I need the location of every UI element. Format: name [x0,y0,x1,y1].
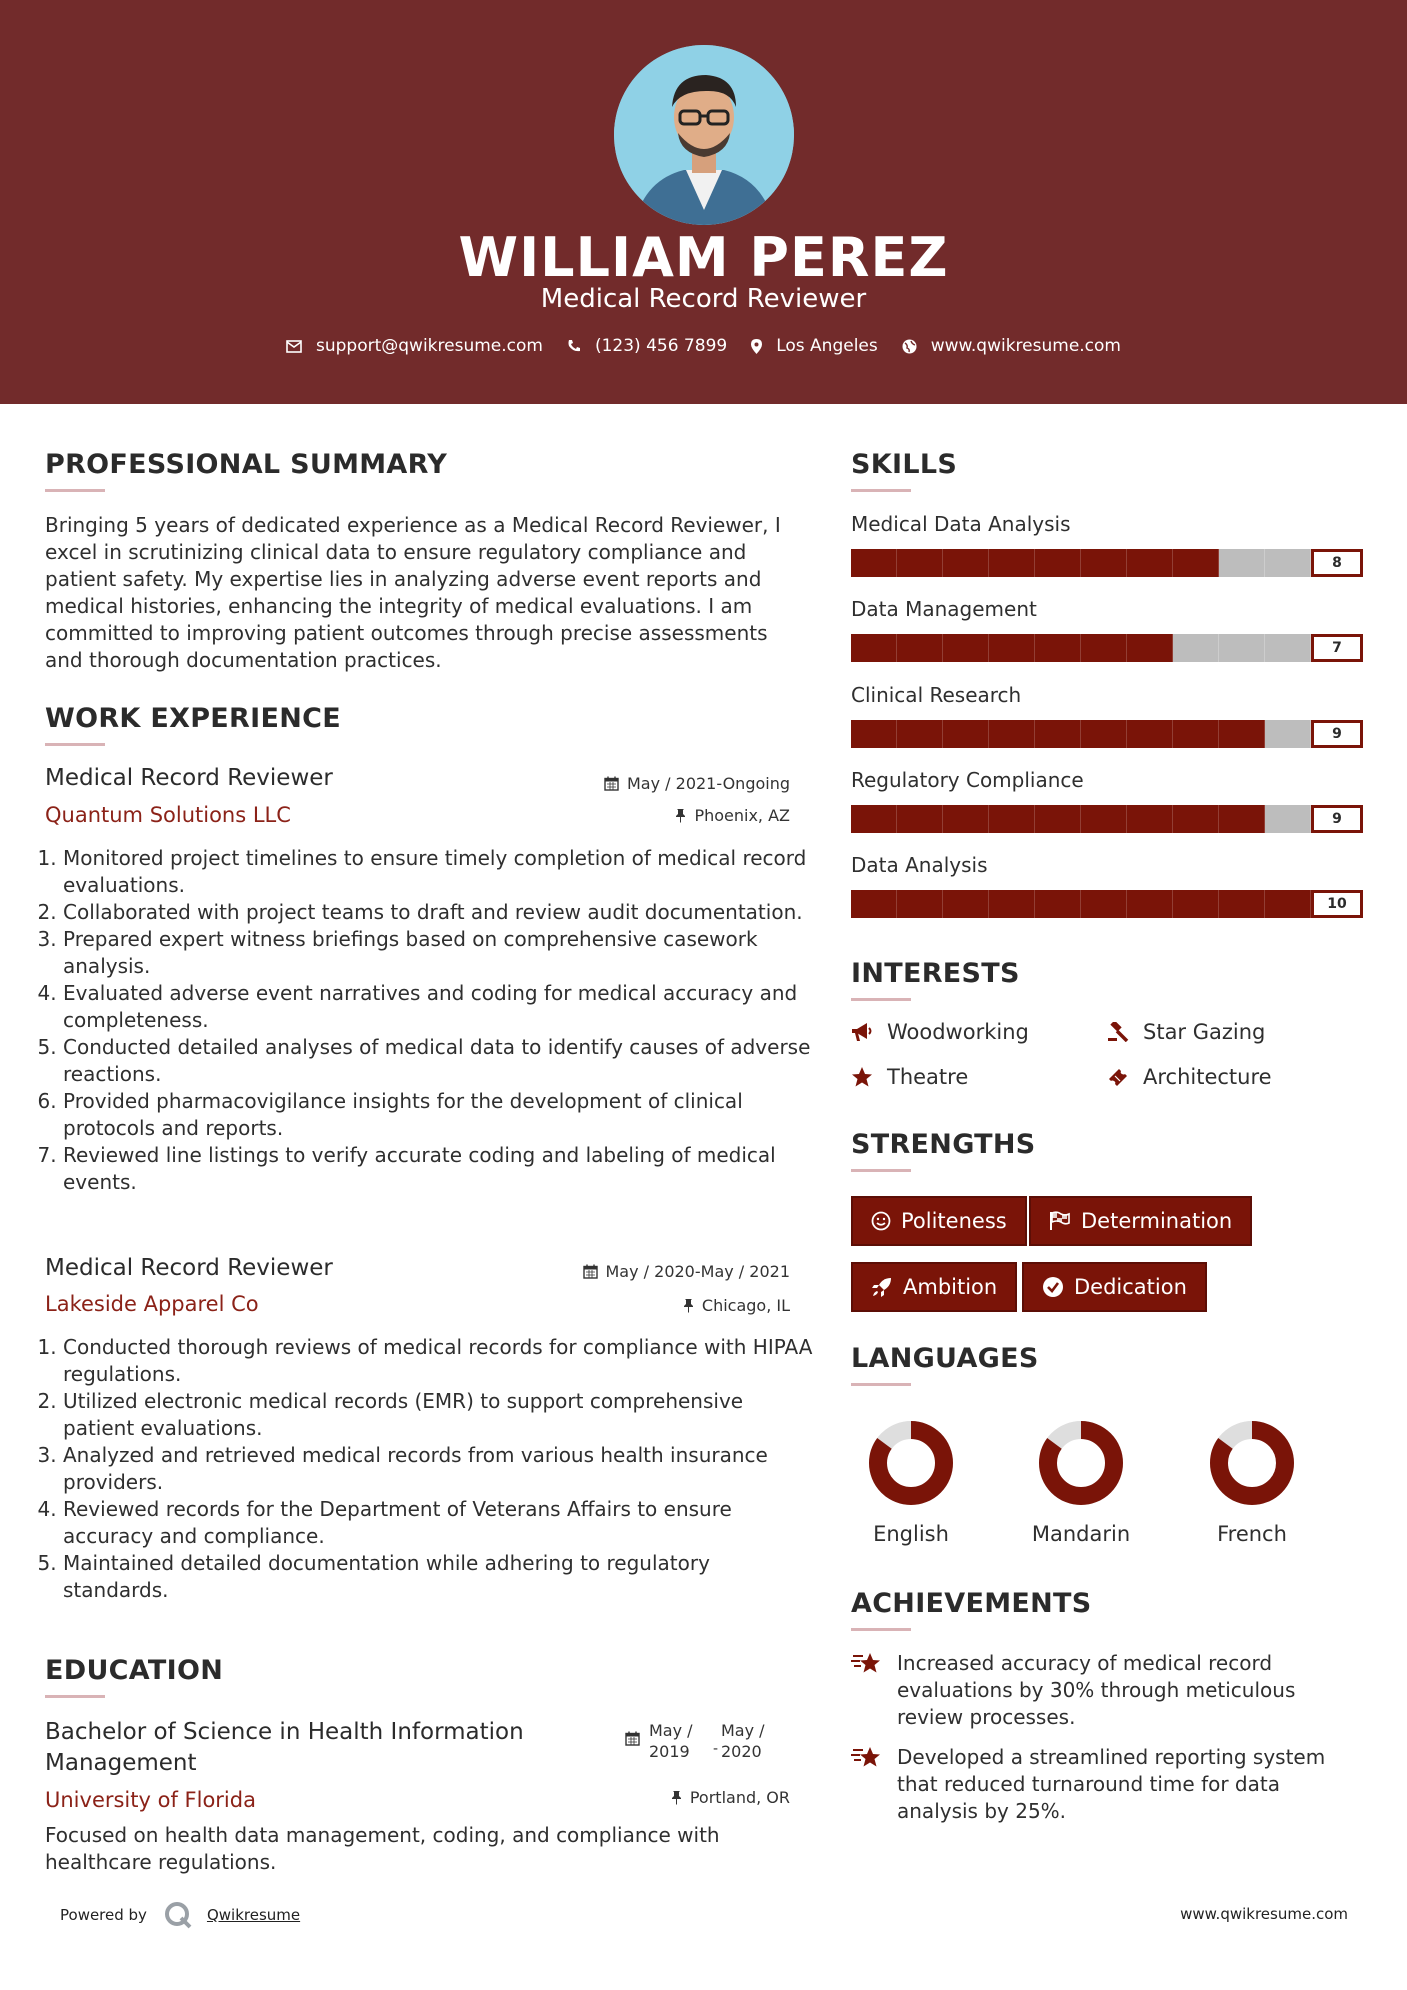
job-duty: 4. Evaluated adverse event narratives and coding for medical accuracy and completeness. [63,980,813,1034]
skill-score: 10 [1311,890,1363,918]
strength-badge [1029,1196,1252,1246]
footer-url: www.qwikresume.com [1180,1905,1348,1923]
skill-bar-segment [943,890,989,918]
skill-bar [851,549,1311,577]
skill-name: Data Analysis [851,853,988,877]
achievements-heading: ACHIEVEMENTS [851,1588,1092,1619]
strength-label: Politeness [901,1209,1007,1233]
education-end-month: May / [721,1721,765,1740]
summary-heading: PROFESSIONAL SUMMARY [45,449,448,480]
skill-bar-segment [1173,720,1219,748]
language-name: English [873,1522,949,1546]
education-location [500,1788,790,1807]
interest-item [1107,1065,1272,1089]
profile-photo [614,45,794,225]
skill-bar-segment [897,549,943,577]
strength-label: Ambition [903,1275,998,1299]
achievement-item [851,1744,1357,1825]
pushpin-icon [683,1298,694,1313]
skill-bar-segment [1127,634,1173,662]
skill-bar-segment [1127,805,1173,833]
education-start-year: 2019 [649,1742,690,1761]
skill-bar-segment [943,549,989,577]
languages-heading: LANGUAGES [851,1343,1039,1374]
qwikresume-logo-icon [163,1900,193,1930]
skill-bar-segment [1081,805,1127,833]
education-end-year: 2020 [721,1742,762,1761]
skill-bar-segment [1173,549,1219,577]
interest-label: Theatre [887,1065,969,1089]
skill-bar-segment [989,549,1035,577]
job-duty: 5. Conducted detailed analyses of medical data to identify causes of adverse reactions. [63,1034,813,1088]
candidate-title: Medical Record Reviewer [540,284,867,314]
skill-bar-segment [1035,634,1081,662]
calendar-icon [625,1731,640,1746]
job-duties-list [45,1334,813,1604]
ticket-icon [1107,1067,1129,1087]
language-donut [1036,1418,1126,1508]
skill-bar [851,634,1311,662]
skill-bar-segment [989,805,1035,833]
education-heading: EDUCATION [45,1655,224,1686]
skill-bar [851,805,1311,833]
strengths-heading: STRENGTHS [851,1129,1036,1160]
job-company: Quantum Solutions LLC [45,803,291,827]
language-name: French [1217,1522,1287,1546]
skill-bar [851,720,1311,748]
skill-score: 7 [1311,634,1363,662]
strength-badge [851,1196,1027,1246]
skill-bar-segment [1265,634,1311,662]
skill-bar-segment [897,720,943,748]
powered-by-text: Powered by [60,1906,147,1924]
gavel-icon [1107,1022,1129,1042]
education-underline [45,1695,105,1698]
job-location-text: Chicago, IL [701,1296,790,1315]
strengths-underline [851,1169,911,1172]
skill-name: Medical Data Analysis [851,512,1071,536]
skill-score: 9 [1311,805,1363,833]
flag-icon [1049,1211,1071,1231]
skill-bar-segment [1265,805,1311,833]
contact-location [751,336,878,356]
skill-bar-segment [1265,720,1311,748]
skill-bar-segment [1173,805,1219,833]
contact-phone-text: (123) 456 7899 [594,336,728,356]
skill-bar-segment [1127,890,1173,918]
skill-bar-segment [897,890,943,918]
star-badge-icon [851,1650,883,1676]
globe-icon [902,339,917,354]
interest-item [851,1065,968,1089]
map-marker-icon [751,339,762,354]
summary-text: Bringing 5 years of dedicated experience as a Medical Record Reviewer, I excel in scrutinizing clinical data to ensure regulatory compliance and patient safety. My expertise lies in analyzing adverse event reports and medical histories, enhancing the integrity of medical evaluations. I am committed to improving patient outcomes through precise assessments and thorough documentation practices. [45,513,781,672]
job-location [500,806,790,825]
education-school: University of Florida [45,1788,256,1812]
skill-name: Regulatory Compliance [851,768,1084,792]
skill-bar-segment [989,634,1035,662]
job-location-text: Phoenix, AZ [694,806,790,825]
skill-bar-segment [1035,890,1081,918]
interest-item [1107,1020,1265,1044]
skill-bar-segment [1265,890,1311,918]
calendar-icon [604,776,619,791]
strength-badge [1022,1262,1207,1312]
job-duty: 1. Monitored project timelines to ensure timely completion of medical record evaluations. [63,845,813,899]
job-duty: 2. Collaborated with project teams to draft and review audit documentation. [63,899,813,926]
skill-score: 9 [1311,720,1363,748]
skills-underline [851,489,911,492]
skill-bar-segment [1173,634,1219,662]
skill-bar-segment [1219,890,1265,918]
skill-bar-segment [943,720,989,748]
date-separator: - [713,1741,719,1757]
job-duty: 5. Maintained detailed documentation while adhering to regulatory standards. [63,1550,813,1604]
skills-heading: SKILLS [851,449,958,480]
skill-bar-segment [1127,720,1173,748]
skill-score: 8 [1311,549,1363,577]
smile-icon [871,1211,891,1231]
skill-bar-segment [1219,720,1265,748]
job-duty: 2. Utilized electronic medical records (EMR) to support comprehensive patient evaluations. [63,1388,813,1442]
skill-bar-segment [851,805,897,833]
skill-bar-segment [1127,549,1173,577]
skill-bar-segment [851,890,897,918]
star-icon [851,1067,873,1087]
phone-icon [567,339,581,353]
language-donut [866,1418,956,1508]
job-duty: 4. Reviewed records for the Department of Veterans Affairs to ensure accuracy and compliance. [63,1496,813,1550]
achievement-text: Developed a streamlined reporting system that reduced turnaround time for data analysis by 25%. [897,1745,1326,1823]
resume-header [0,0,1407,404]
interest-label: Architecture [1143,1065,1272,1089]
skill-bar-segment [989,890,1035,918]
job-location [500,1296,790,1315]
skill-bar-segment [1081,549,1127,577]
calendar-icon [583,1264,598,1279]
qwikresume-brand-link[interactable]: Qwikresume [206,1906,301,1924]
skill-bar-segment [1219,634,1265,662]
pushpin-icon [675,808,686,823]
skill-bar-segment [851,720,897,748]
contact-website-text: www.qwikresume.com [930,336,1121,356]
job-duty: 1. Conducted thorough reviews of medical records for compliance with HIPAA regulations. [63,1334,813,1388]
star-badge-icon [851,1744,883,1770]
skill-bar-segment [1081,890,1127,918]
summary-underline [45,489,105,492]
skill-bar-segment [1081,720,1127,748]
skill-bar-segment [1035,805,1081,833]
skill-bar-segment [1035,549,1081,577]
strength-badge [851,1262,1017,1312]
interest-label: Woodworking [887,1020,1029,1044]
education-description: Focused on health data management, coding, and compliance with healthcare regulations. [45,1823,720,1874]
education-degree: Bachelor of Science in Health Information Management [45,1719,524,1776]
achievements-underline [851,1628,911,1631]
achievement-item [851,1650,1357,1731]
job-duty: 6. Provided pharmacovigilance insights for the development of clinical protocols and reports. [63,1088,813,1142]
candidate-name: WILLIAM PEREZ [458,226,949,289]
experience-heading: WORK EXPERIENCE [45,703,341,734]
skill-name: Clinical Research [851,683,1022,707]
job-duties-list [45,845,813,1196]
interest-label: Star Gazing [1143,1020,1266,1044]
job-role: Medical Record Reviewer [45,1255,333,1281]
job-role: Medical Record Reviewer [45,765,333,791]
skill-bar-segment [943,634,989,662]
job-dates-text: May / 2021-Ongoing [627,774,790,793]
language-name: Mandarin [1031,1522,1131,1546]
interests-underline [851,998,911,1001]
check-circle-icon [1042,1276,1064,1298]
interests-heading: INTERESTS [851,958,1020,989]
skill-bar-segment [1081,634,1127,662]
pushpin-icon [671,1790,682,1805]
skill-bar-segment [989,720,1035,748]
language-donut [1207,1418,1297,1508]
contact-bar [0,336,1407,356]
languages-underline [851,1383,911,1386]
bullhorn-icon [851,1022,873,1042]
job-duty: 3. Prepared expert witness briefings based on comprehensive casework analysis. [63,926,813,980]
skill-bar-segment [851,549,897,577]
job-company: Lakeside Apparel Co [45,1292,259,1316]
skill-bar [851,890,1311,918]
job-duty: 7. Reviewed line listings to verify accurate coding and labeling of medical events. [63,1142,813,1196]
strength-label: Determination [1081,1209,1233,1233]
job-dates [500,774,790,793]
skill-bar-segment [1219,549,1265,577]
strength-label: Dedication [1074,1275,1187,1299]
skill-bar-segment [897,805,943,833]
skill-bar-segment [943,805,989,833]
education-location-text: Portland, OR [689,1788,790,1807]
contact-website[interactable] [902,336,1121,356]
experience-underline [45,743,105,746]
job-dates [500,1262,790,1281]
contact-email-text: support@qwikresume.com [316,336,543,356]
envelope-icon [286,340,302,353]
rocket-icon [871,1276,893,1298]
job-duty: 3. Analyzed and retrieved medical records from various health insurance providers. [63,1442,813,1496]
job-dates-text: May / 2020-May / 2021 [605,1262,790,1281]
skill-bar-segment [1173,890,1219,918]
skill-bar-segment [1035,720,1081,748]
contact-location-text: Los Angeles [776,336,878,356]
contact-phone[interactable] [567,336,727,356]
interest-item [851,1020,1029,1044]
achievement-text: Increased accuracy of medical record evaluations by 30% through meticulous review processes. [897,1651,1296,1729]
skill-bar-segment [1265,549,1311,577]
skill-name: Data Management [851,597,1037,621]
skill-bar-segment [897,634,943,662]
skill-bar-segment [1219,805,1265,833]
contact-email[interactable] [286,336,543,356]
footer-powered-by [60,1900,300,1930]
person-avatar-icon [614,45,794,225]
education-start-month: May / [649,1721,693,1740]
skill-bar-segment [851,634,897,662]
